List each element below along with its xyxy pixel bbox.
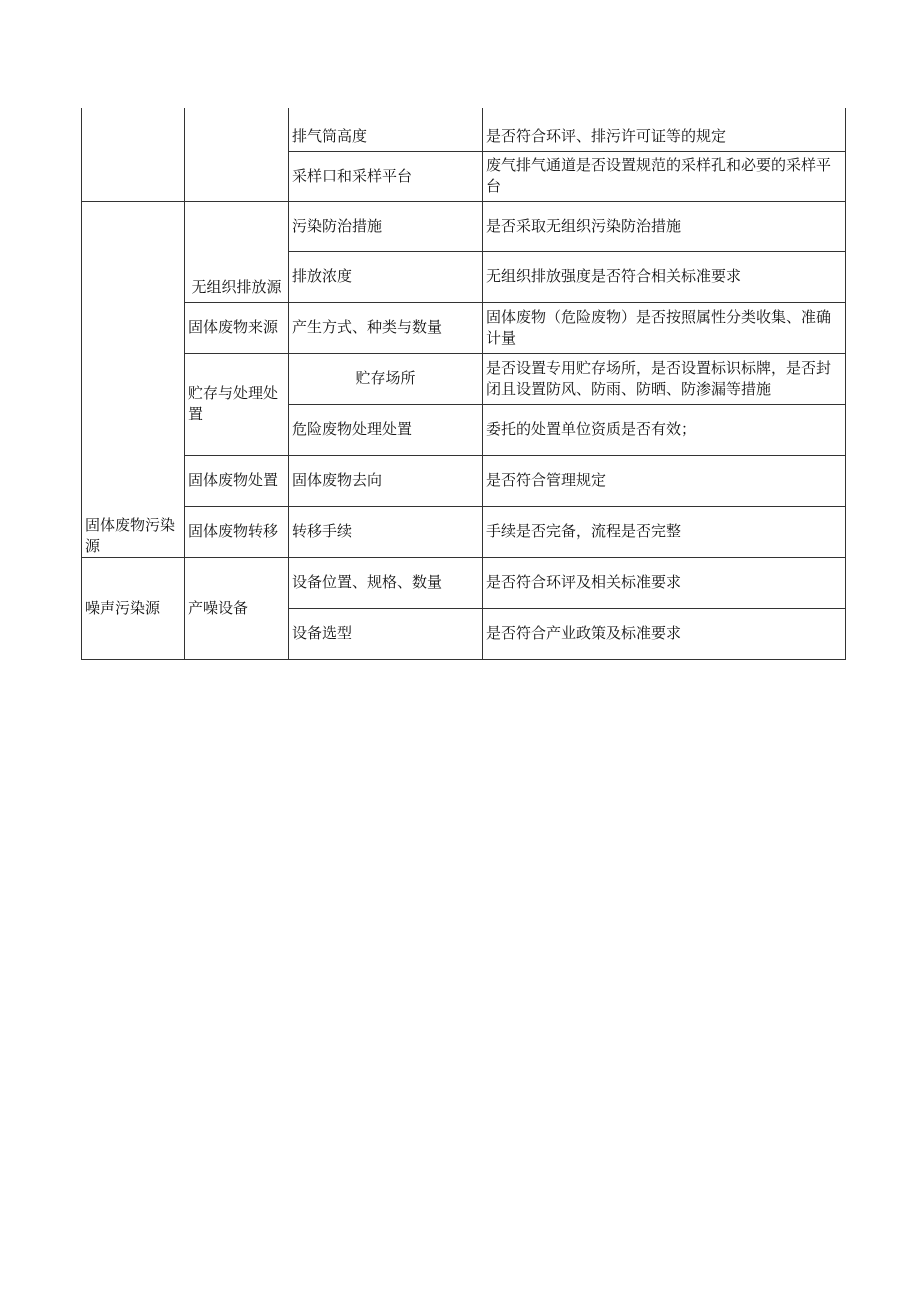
content-cell: 设备位置、规格、数量 (289, 557, 483, 608)
category-cell-noise: 噪声污染源 (82, 557, 185, 659)
table-row (82, 302, 846, 353)
requirement-cell: 是否符合环评、排污许可证等的规定 (483, 108, 846, 151)
category-cell-solid-waste: 固体废物污染源 (82, 201, 185, 557)
table-row (82, 557, 846, 608)
content-cell: 贮存场所 (289, 353, 483, 404)
item-cell-noise-equipment: 产噪设备 (185, 557, 289, 659)
item-cell-solid-source: 固体废物来源 (185, 302, 289, 353)
content-cell: 产生方式、种类与数量 (289, 302, 483, 353)
requirement-cell: 是否设置专用贮存场所，是否设置标识标牌，是否封闭且设置防风、防雨、防晒、防渗漏等措施 (483, 353, 846, 404)
content-cell: 危险废物处理处置 (289, 404, 483, 455)
item-cell-waste-gas (185, 108, 289, 201)
table-row (82, 353, 846, 404)
content-cell: 排气筒高度 (289, 108, 483, 151)
table-row (82, 201, 846, 251)
inspection-table (81, 108, 846, 660)
item-cell-storage-treatment: 贮存与处理处置 (185, 353, 289, 455)
content-cell: 污染防治措施 (289, 201, 483, 251)
content-cell: 排放浓度 (289, 251, 483, 302)
requirement-cell: 是否采取无组织污染防治措施 (483, 201, 846, 251)
requirement-cell: 是否符合产业政策及标准要求 (483, 608, 846, 659)
item-cell-solid-transfer: 固体废物转移 (185, 506, 289, 557)
requirement-cell: 固体废物（危险废物）是否按照属性分类收集、准确计量 (483, 302, 846, 353)
requirement-cell: 是否符合环评及相关标准要求 (483, 557, 846, 608)
category-cell-waste-gas (82, 108, 185, 201)
item-cell-fugitive: 无组织排放源 (185, 201, 289, 302)
requirement-cell: 委托的处置单位资质是否有效； (483, 404, 846, 455)
requirement-cell: 无组织排放强度是否符合相关标准要求 (483, 251, 846, 302)
content-cell: 采样口和采样平台 (289, 151, 483, 201)
requirement-cell: 手续是否完备，流程是否完整 (483, 506, 846, 557)
content-cell: 转移手续 (289, 506, 483, 557)
item-cell-solid-disposal: 固体废物处置 (185, 455, 289, 506)
table-row (82, 506, 846, 557)
table-row (82, 455, 846, 506)
content-cell: 固体废物去向 (289, 455, 483, 506)
content-cell: 设备选型 (289, 608, 483, 659)
requirement-cell: 废气排气通道是否设置规范的采样孔和必要的采样平台 (483, 151, 846, 201)
requirement-cell: 是否符合管理规定 (483, 455, 846, 506)
inspection-table-page (81, 108, 845, 660)
table-row (82, 108, 846, 151)
